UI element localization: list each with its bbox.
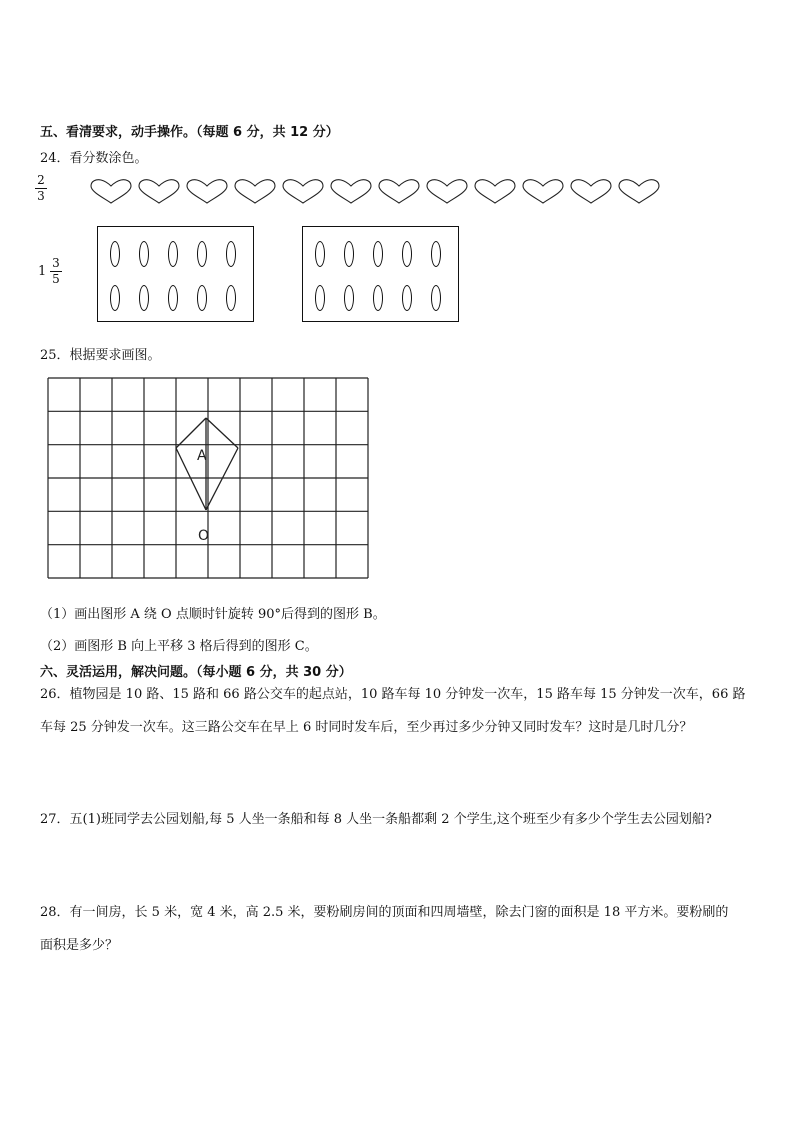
heart-shape [427,180,467,203]
oval-shape [315,241,325,267]
label-a: A [197,448,207,464]
oval-shape [344,241,354,267]
label-o: O [198,528,210,544]
oval-shape [139,285,149,311]
oval-shape [197,285,207,311]
oval-shape [373,241,383,267]
drawing-grid [46,376,370,582]
section-6-title: 六、灵活运用，解决问题。（每小题 6 分，共 30 分） [40,665,352,680]
shape-a-edge [206,418,238,448]
oval-shape [344,285,354,311]
section-5-title: 五、看清要求，动手操作。（每题 6 分，共 12 分） [40,125,339,140]
question-26-line-1: 26．植物园是 10 路、15 路和 66 路公交车的起点站，10 路车每 10 分钟发一次车，15 路车每 15 分钟发一次车，66 路 [40,687,746,702]
question-25-sub-2: （2）画图形 B 向上平移 3 格后得到的图形 C。 [40,639,318,654]
oval-shape [431,241,441,267]
oval-shape [197,241,207,267]
oval-box-1 [97,226,254,322]
shape-a-edge [206,448,238,510]
oval-shape [110,241,120,267]
oval-shape [226,241,236,267]
oval-shape [402,241,412,267]
question-24-prompt: 24．看分数涂色。 [40,151,148,166]
heart-shape [619,180,659,203]
question-25-sub-1: （1）画出图形 A 绕 O 点顺时针旋转 90°后得到的图形 B。 [40,607,386,622]
oval-shape [315,285,325,311]
question-25-prompt: 25．根据要求画图。 [40,348,161,363]
mixed-number-whole: 1 [38,264,47,279]
heart-shape [187,180,227,203]
shape-a [176,418,238,510]
heart-shape [91,180,131,203]
oval-shape [139,241,149,267]
oval-shape [402,285,412,311]
heart-shape [235,180,275,203]
fraction-denominator: 5 [52,272,60,286]
heart-shape [379,180,419,203]
shape-a-edge [176,418,206,448]
oval-shape [110,285,120,311]
heart-shape [571,180,611,203]
question-27-text: 27．五(1)班同学去公园划船,每 5 人坐一条船和每 8 人坐一条船都剩 2 个学生,这个班至少有多少个学生去公园划船? [40,812,712,827]
oval-shape [431,285,441,311]
fraction-numerator: 2 [37,173,45,187]
question-28-line-1: 28．有一间房，长 5 米，宽 4 米，高 2.5 米，要粉刷房间的顶面和四周墙壁，除去门窗的面积是 18 平方米。要粉刷的 [40,905,729,920]
fraction-three-fifths [50,257,62,286]
oval-shape [226,285,236,311]
heart-shape [139,180,179,203]
question-26-line-2: 车每 25 分钟发一次车。这三路公交车在早上 6 时同时发车后，至少再过多少分钟又同时发车？这时是几时几分？ [40,720,693,735]
fraction-denominator: 3 [37,189,45,203]
fraction-numerator: 3 [52,256,60,270]
oval-shape [373,285,383,311]
fraction-two-thirds [35,174,47,203]
question-28-line-2: 面积是多少？ [40,938,119,953]
oval-shape [168,285,178,311]
oval-box-2 [302,226,459,322]
heart-shape [523,180,563,203]
heart-shape [475,180,515,203]
heart-row [88,178,668,208]
heart-shape [331,180,371,203]
heart-shape [283,180,323,203]
oval-shape [168,241,178,267]
